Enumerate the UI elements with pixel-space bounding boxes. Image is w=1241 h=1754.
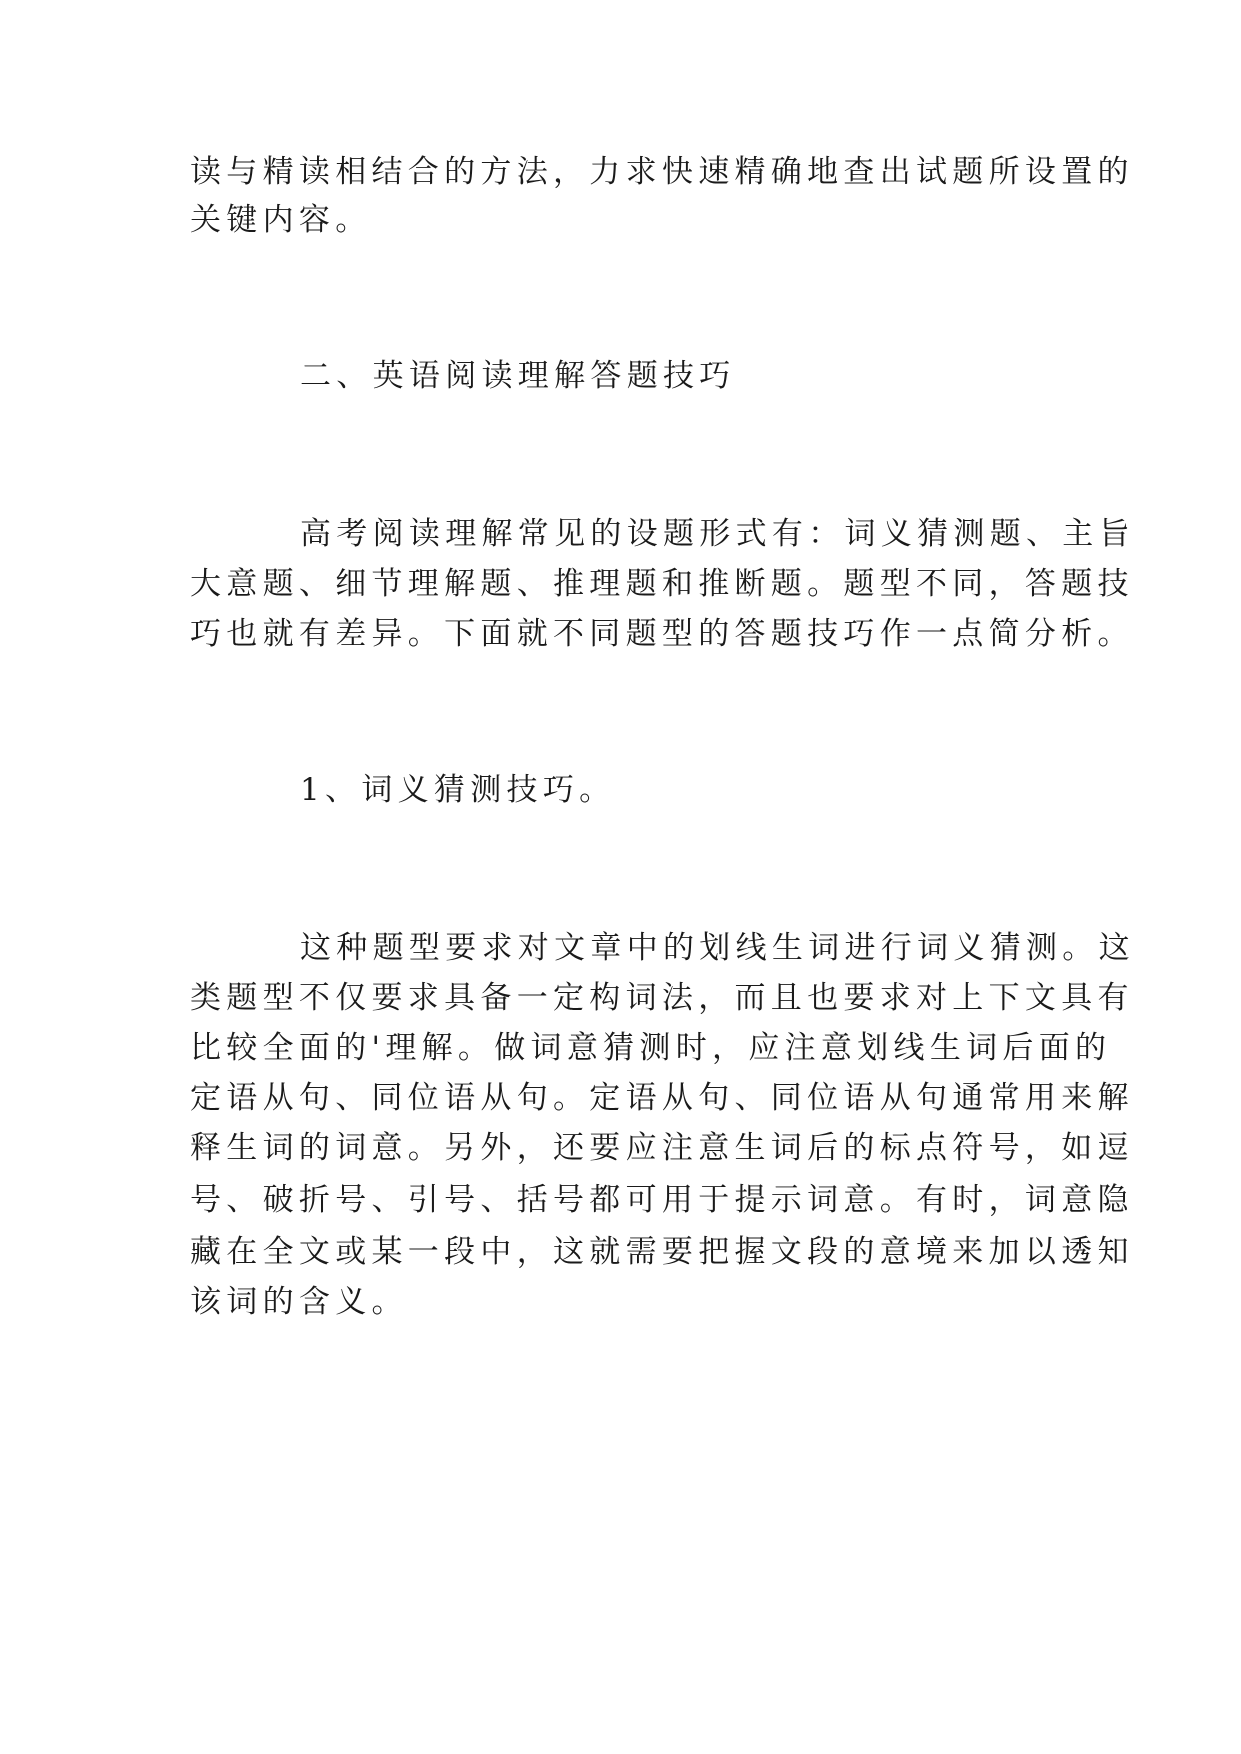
paragraph-line: 该词的含义。 — [190, 1284, 408, 1320]
paragraph-line: 藏在全文或某一段中，这就需要把握文段的意境来加以透知 — [190, 1234, 1134, 1270]
section-heading: 二、英语阅读理解答题技巧 — [300, 358, 736, 394]
paragraph-line: 类题型不仅要求具备一定构词法，而且也要求对上下文具有 — [190, 980, 1134, 1016]
subsection-heading: 1、词义猜测技巧。 — [300, 772, 616, 808]
paragraph-line: 号、破折号、引号、括号都可用于提示词意。有时，词意隐 — [190, 1182, 1134, 1218]
paragraph-line: 大意题、细节理解题、推理题和推断题。题型不同，答题技 — [190, 566, 1134, 602]
paragraph-line: 比较全面的'理解。做词意猜测时，应注意划线生词后面的 — [190, 1030, 1112, 1066]
paragraph-line: 读与精读相结合的方法，力求快速精确地查出试题所设置的 — [190, 154, 1134, 190]
paragraph-line: 关键内容。 — [190, 202, 372, 238]
paragraph-line: 定语从句、同位语从句。定语从句、同位语从句通常用来解 — [190, 1080, 1134, 1116]
paragraph-line: 释生词的词意。另外，还要应注意生词后的标点符号，如逗 — [190, 1130, 1134, 1166]
paragraph-line: 这种题型要求对文章中的划线生词进行词义猜测。这 — [300, 930, 1135, 966]
paragraph-line: 高考阅读理解常见的设题形式有：词义猜测题、主旨 — [300, 516, 1135, 552]
paragraph-line: 巧也就有差异。下面就不同题型的答题技巧作一点简分析。 — [190, 616, 1134, 652]
